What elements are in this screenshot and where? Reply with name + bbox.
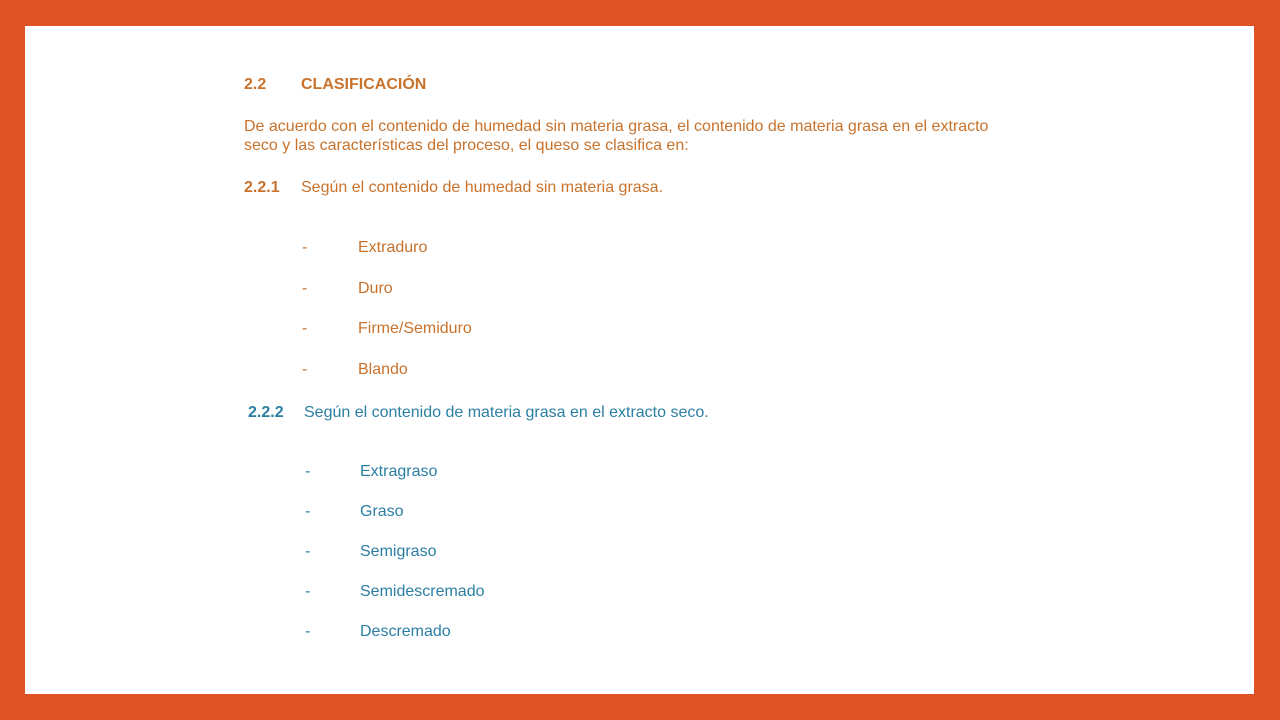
list-item: Graso [360, 503, 404, 520]
section-title: CLASIFICACIÓN [301, 76, 427, 93]
list-bullet: - [302, 320, 308, 337]
subsection-number: 2.2.2 [248, 404, 284, 421]
list-item: Semigraso [360, 543, 437, 560]
list-bullet: - [305, 543, 311, 560]
list-bullet: - [305, 583, 311, 600]
list-bullet: - [302, 361, 308, 378]
list-item: Extragraso [360, 463, 438, 480]
list-item: Semidescremado [360, 583, 485, 600]
list-item: Extraduro [358, 239, 428, 256]
list-item: Firme/Semiduro [358, 320, 472, 337]
section-number: 2.2 [244, 76, 267, 93]
subsection-title: Según el contenido de materia grasa en el extracto seco. [304, 404, 709, 421]
subsection-title: Según el contenido de humedad sin materia grasa. [301, 179, 664, 196]
list-bullet: - [305, 503, 311, 520]
intro-paragraph: De acuerdo con el contenido de humedad sin materia grasa, el contenido de materia grasa en el extracto seco y las características del proceso, el queso se clasifica en: [244, 118, 989, 154]
list-item: Blando [358, 361, 408, 378]
list-bullet: - [302, 239, 308, 256]
list-bullet: - [302, 280, 308, 297]
list-item: Descremado [360, 623, 451, 640]
list-bullet: - [305, 623, 311, 640]
list-bullet: - [305, 463, 311, 480]
list-item: Duro [358, 280, 393, 297]
document-page [25, 26, 1254, 694]
subsection-number: 2.2.1 [244, 179, 280, 196]
